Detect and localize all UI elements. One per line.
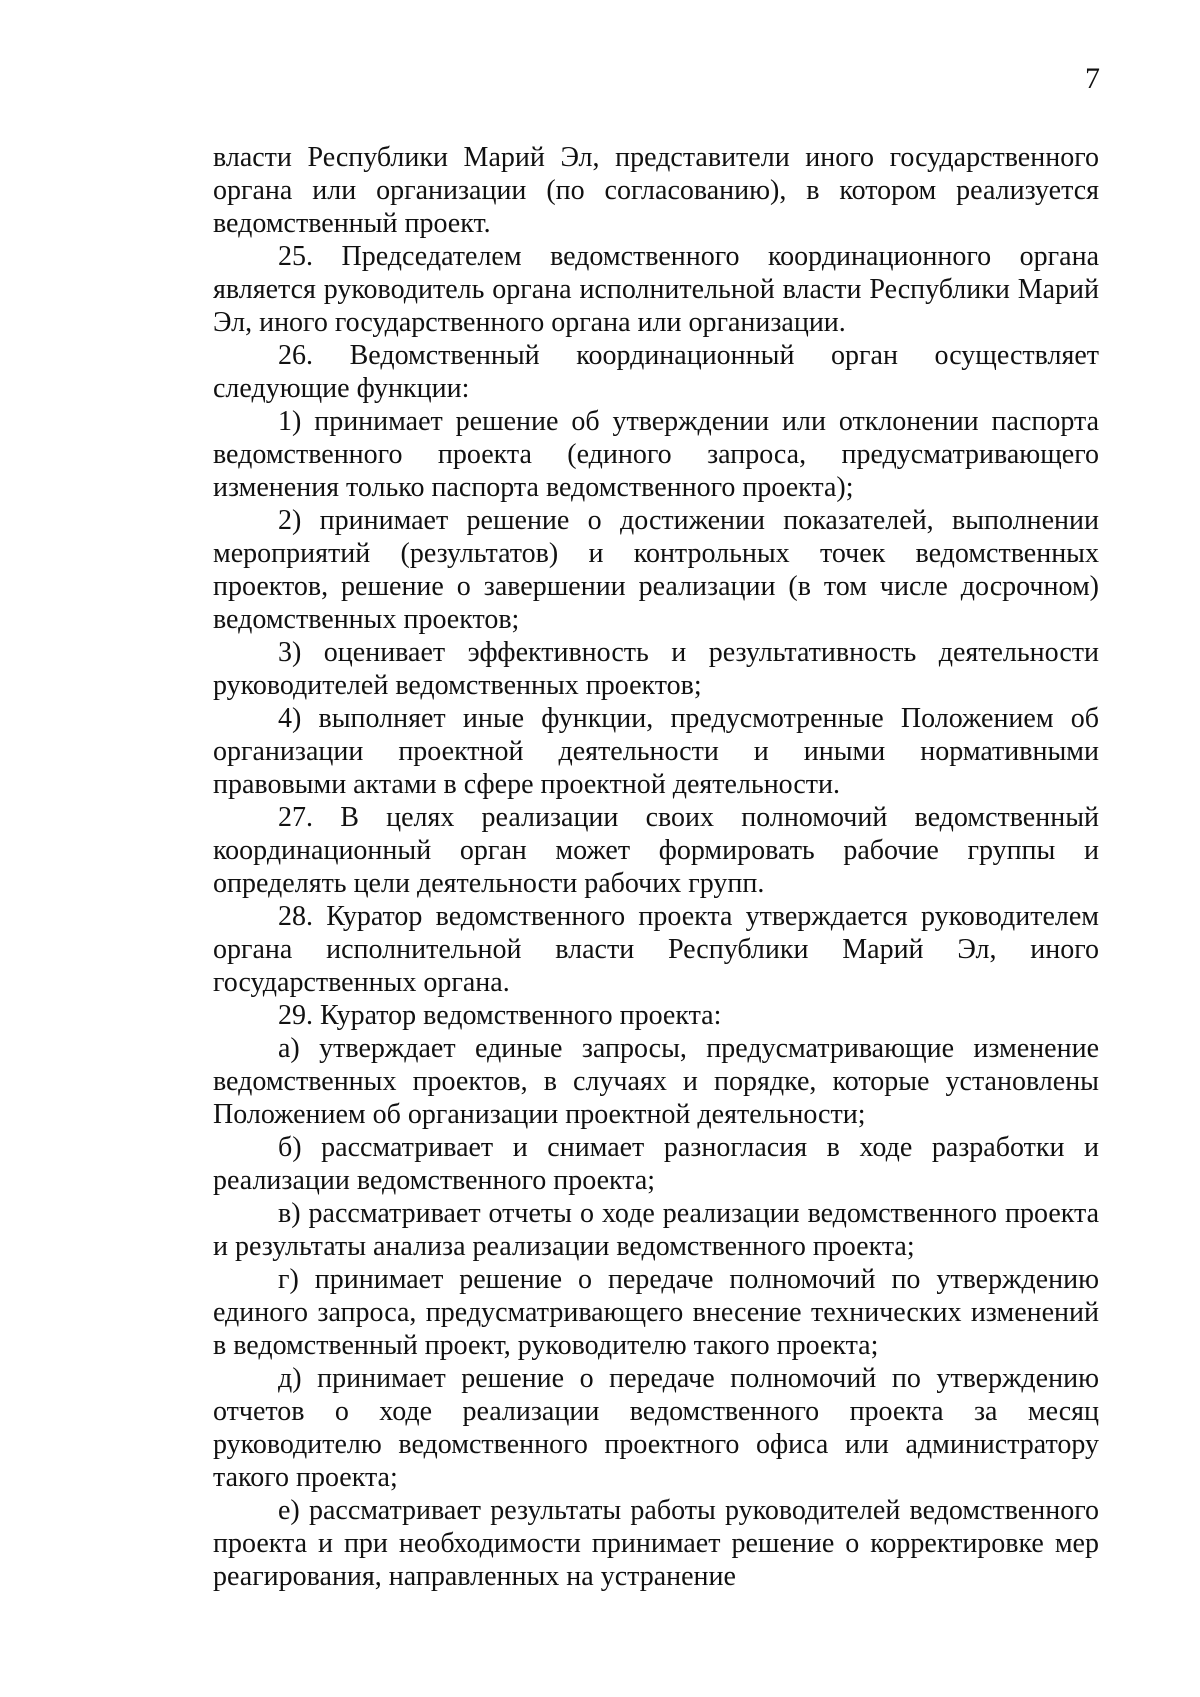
paragraph-26: 26. Ведомственный координационный орган осуществляет следующие функции: [213,340,1099,404]
paragraph-26-item-2: 2) принимает решение о достижении показателей, выполнении мероприятий (результатов) и контрольных точек ведомственных проектов, решение о завершении реализации (в том числе досрочном) ведомственных проектов; [213,505,1099,635]
paragraph-29-item-g: г) принимает решение о передаче полномочий по утверждению единого запроса, предусматривающего внесение технических изменений в ведомственный проект, руководителю такого проекта; [213,1264,1099,1361]
paragraph-29-item-b: б) рассматривает и снимает разногласия в ходе разработки и реализации ведомственного проекта; [213,1132,1099,1196]
page-number: 7 [1085,62,1100,95]
paragraph-29-item-d: д) принимает решение о передаче полномочий по утверждению отчетов о ходе реализации ведомственного проекта за месяц руководителю ведомственного проектного офиса или администратору такого проекта; [213,1363,1099,1493]
paragraph-29-item-v: в) рассматривает отчеты о ходе реализации ведомственного проекта и результаты анализа реализации ведомственного проекта; [213,1198,1099,1262]
paragraph-29-item-e: е) рассматривает результаты работы руководителей ведомственного проекта и при необходимости принимает решение о корректировке мер реагирования, направленных на устранение [213,1495,1099,1592]
paragraph-26-item-4: 4) выполняет иные функции, предусмотренные Положением об организации проектной деятельности и иными нормативными правовыми актами в сфере проектной деятельности. [213,703,1099,800]
paragraph-28: 28. Куратор ведомственного проекта утверждается руководителем органа исполнительной власти Республики Марий Эл, иного государственных органа. [213,901,1099,998]
paragraph-29: 29. Куратор ведомственного проекта: [278,1000,722,1031]
paragraph-26-item-3: 3) оценивает эффективность и результативность деятельности руководителей ведомственных проектов; [213,637,1099,701]
document-body [213,141,1099,1593]
paragraph-continuation: власти Республики Марий Эл, представители иного государственного органа или организации (по согласованию), в котором реализуется ведомственный проект. [213,142,1099,239]
paragraph-26-item-1: 1) принимает решение об утверждении или отклонении паспорта ведомственного проекта (единого запроса, предусматривающего изменения только паспорта ведомственного проекта); [213,406,1099,503]
paragraph-27: 27. В целях реализации своих полномочий ведомственный координационный орган может формировать рабочие группы и определять цели деятельности рабочих групп. [213,802,1099,899]
paragraph-29-item-a: а) утверждает единые запросы, предусматривающие изменение ведомственных проектов, в случаях и порядке, которые установлены Положением об организации проектной деятельности; [213,1033,1099,1130]
paragraph-25: 25. Председателем ведомственного координационного органа является руководитель органа исполнительной власти Республики Марий Эл, иного государственного органа или организации. [213,241,1099,338]
